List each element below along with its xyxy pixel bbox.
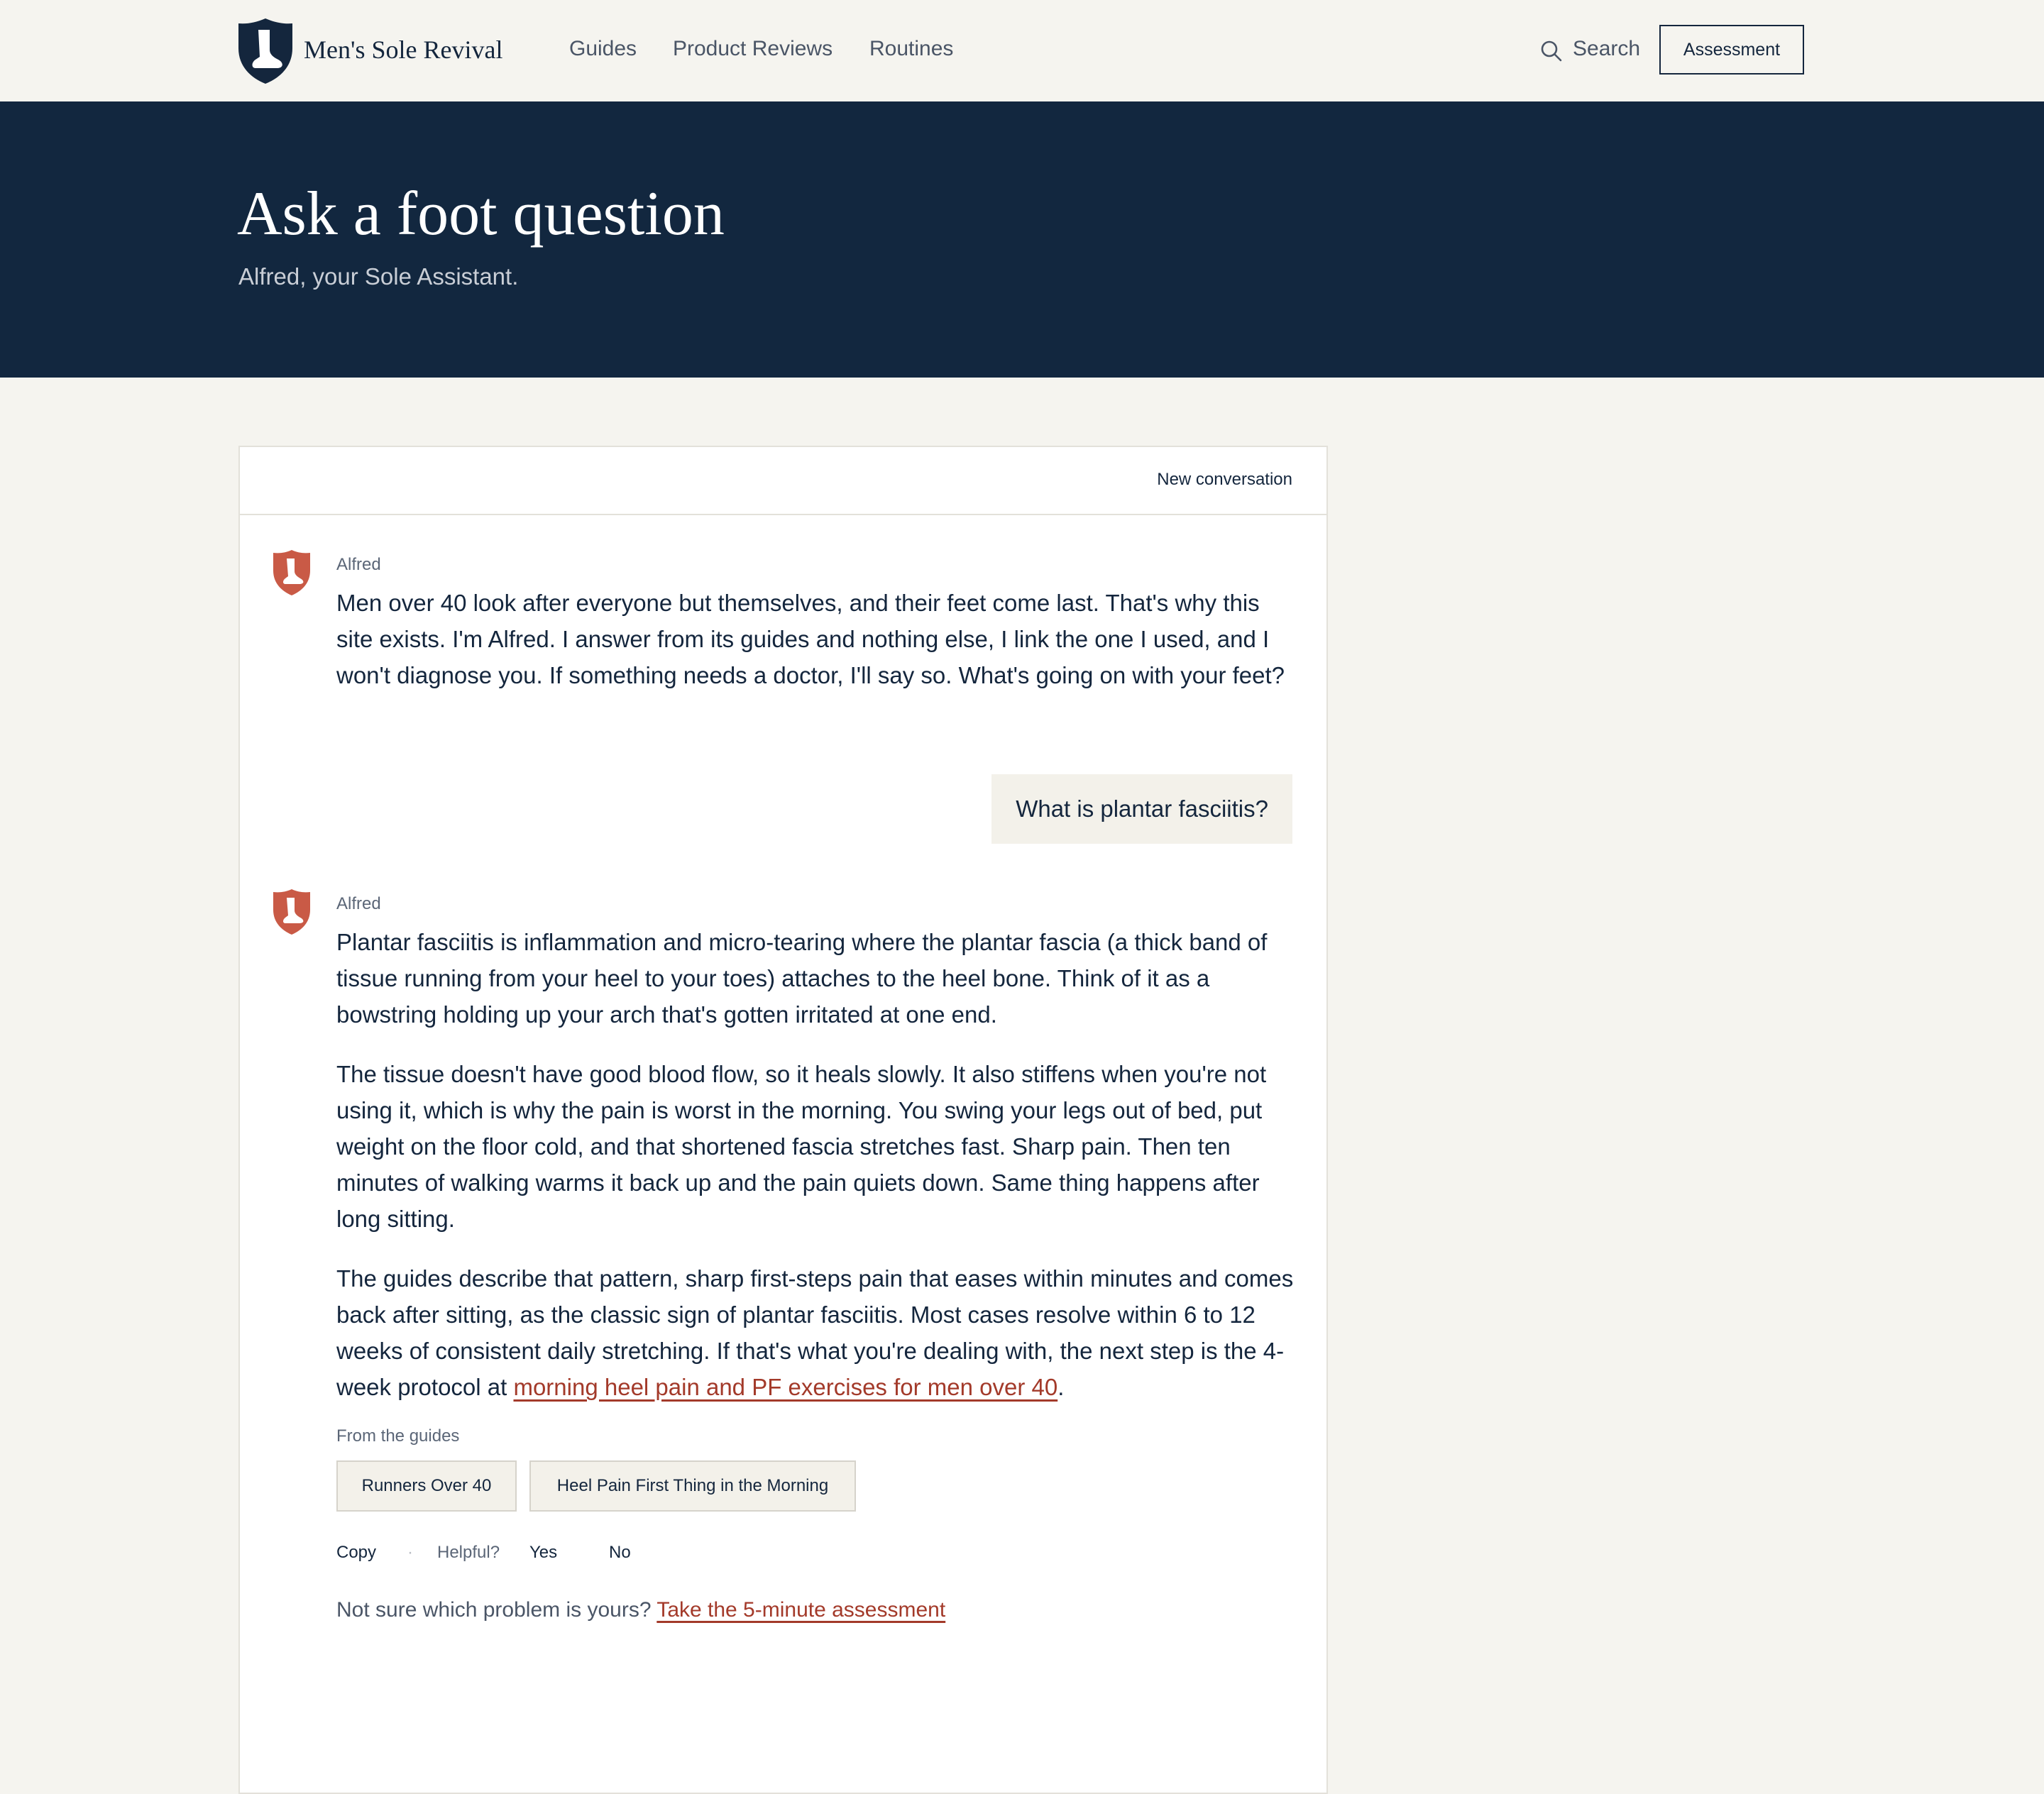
chat-panel-header — [240, 447, 1326, 515]
hero-banner — [0, 101, 2044, 378]
message-text: . — [1057, 1374, 1065, 1400]
message-paragraph — [336, 1260, 1302, 1405]
site-header — [0, 0, 2044, 101]
page-subtitle: Alfred, your Sole Assistant. — [238, 263, 519, 290]
nav-routines[interactable]: Routines — [869, 37, 954, 60]
assistant-message — [336, 585, 1302, 717]
helpful-label: Helpful? — [437, 1543, 500, 1562]
alfred-avatar-icon — [273, 549, 311, 596]
sources-label: From the guides — [336, 1426, 460, 1446]
message-sender: Alfred — [336, 555, 381, 574]
copy-button[interactable]: Copy — [336, 1543, 377, 1562]
search-label[interactable]: Search — [1573, 37, 1641, 60]
helpful-no-button[interactable]: No — [609, 1543, 631, 1562]
assessment-button[interactable]: Assessment — [1659, 25, 1804, 75]
assessment-link[interactable]: Take the 5-minute assessment — [656, 1598, 946, 1622]
message-paragraph: Plantar fasciitis is inflammation and micro-tearing where the plantar fascia (a thick band of tissue running from your heel to your toes) attaches to the heel bone. Think of it as a bowstring holding up your arch that's gotten irritated at one end. — [336, 929, 1268, 1028]
nav-product-reviews[interactable]: Product Reviews — [673, 37, 833, 60]
message-sender: Alfred — [336, 894, 381, 913]
source-chip[interactable]: Runners Over 40 — [336, 1460, 517, 1512]
feedback-separator: · — [407, 1543, 413, 1562]
assessment-prompt — [336, 1598, 945, 1622]
source-chip[interactable]: Heel Pain First Thing in the Morning — [529, 1460, 856, 1512]
brand-logo-icon[interactable] — [237, 17, 294, 85]
assessment-prompt-text: Not sure which problem is yours? — [336, 1598, 652, 1622]
new-conversation-button[interactable]: New conversation — [1157, 470, 1292, 489]
search-icon[interactable] — [1540, 40, 1563, 62]
nav-guides[interactable]: Guides — [569, 37, 637, 60]
brand-name[interactable]: Men's Sole Revival — [304, 35, 503, 64]
page-title: Ask a foot question — [237, 180, 725, 248]
message-text: The guides describe that pattern, sharp first-steps pain that eases within minutes and comes back after sitting, as the classic sign of plantar fasciitis. Most cases resolve within 6 to 12 weeks of consistent daily stretching. If that's what you're dealing with, the next step is the 4-week protocol at — [336, 1265, 1294, 1400]
helpful-yes-button[interactable]: Yes — [529, 1543, 558, 1562]
chat-panel — [238, 446, 1328, 1794]
user-message: What is plantar fasciitis? — [991, 774, 1292, 844]
alfred-avatar-icon — [273, 888, 311, 935]
message-paragraph: The tissue doesn't have good blood flow, so it heals slowly. It also stiffens when you're not using it, which is why the pain is worst in the morning. You swing your legs out of bed, put weight on the floor cold, and that shortened fascia stretches fast. Sharp pain. Then ten minutes of walking warms it back up and the pain quiets down. Same thing happens after long sitting. — [336, 1061, 1267, 1232]
message-text: Men over 40 look after everyone but themselves, and their feet come last. That's why this site exists. I'm Alfred. I answer from its guides and nothing else, I link the one I used, and I won't diagnose you. If something needs a doctor, I'll say so. What's going on with your feet? — [336, 590, 1285, 688]
guide-link[interactable]: morning heel pain and PF exercises for men over 40 — [513, 1374, 1058, 1400]
assistant-message — [336, 924, 1302, 1429]
